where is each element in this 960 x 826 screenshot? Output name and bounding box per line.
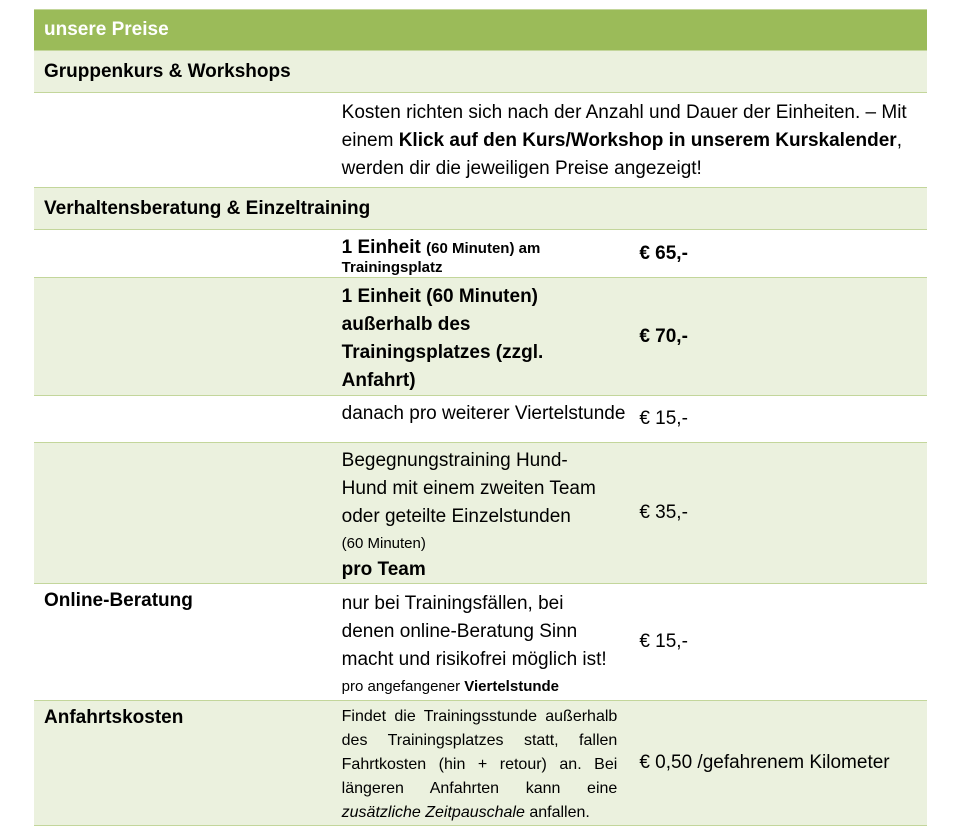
consult-row3-desc: danach pro weiterer Viertelstunde [332,396,630,443]
consult-row4-price: € 35,- [629,443,927,584]
consult-row3-price: € 15,- [629,396,927,443]
travel-price: € 0,50 /gefahrenem Kilometer [629,701,927,826]
table-row [34,584,927,701]
section-row-consult [34,188,927,230]
table-row [34,443,927,584]
travel-label: Anfahrtskosten [34,701,332,826]
online-desc: nur bei Trainingsfällen, bei denen online-Beratung Sinn macht und risikofrei möglich ist! pro angefangener Viertelstunde [332,584,630,701]
section-row-group [34,51,927,93]
consult-row1-price: € 65,- [629,230,927,278]
section-heading-consult: Verhaltensberatung & Einzeltraining [34,188,927,230]
price-table [34,9,927,826]
group-cost-note: Kosten richten sich nach der Anzahl und Dauer der Einheiten. – Mit einem Klick auf den Kurs/Workshop in unserem Kurskalender, werden dir die jeweiligen Preise angezeigt! [332,93,927,188]
table-row [34,701,927,826]
table-row [34,278,927,396]
consult-row4-desc: Begegnungstraining Hund-Hund mit einem zweiten Team oder geteilte Einzelstunden (60 Minuten) pro Team [332,443,630,584]
table-title: unsere Preise [34,10,927,51]
consult-row2-desc: 1 Einheit (60 Minuten) außerhalb des Trainingsplatzes (zzgl. Anfahrt) [332,278,630,396]
consult-row2-price: € 70,- [629,278,927,396]
table-header-row [34,10,927,51]
consult-row1-desc: 1 Einheit (60 Minuten) am Trainingsplatz [332,230,630,278]
travel-desc: Findet die Trainingsstunde außerhalb des Trainingsplatzes statt, fallen Fahrtkosten (hin + retour) an. Bei längeren Anfahrten kann eine zusätzliche Zeitpauschale anfallen. [332,701,630,826]
section-heading-group: Gruppenkurs & Workshops [34,51,927,93]
table-row [34,396,927,443]
table-row [34,93,927,188]
table-row [34,230,927,278]
online-label: Online-Beratung [34,584,332,701]
online-price: € 15,- [629,584,927,701]
